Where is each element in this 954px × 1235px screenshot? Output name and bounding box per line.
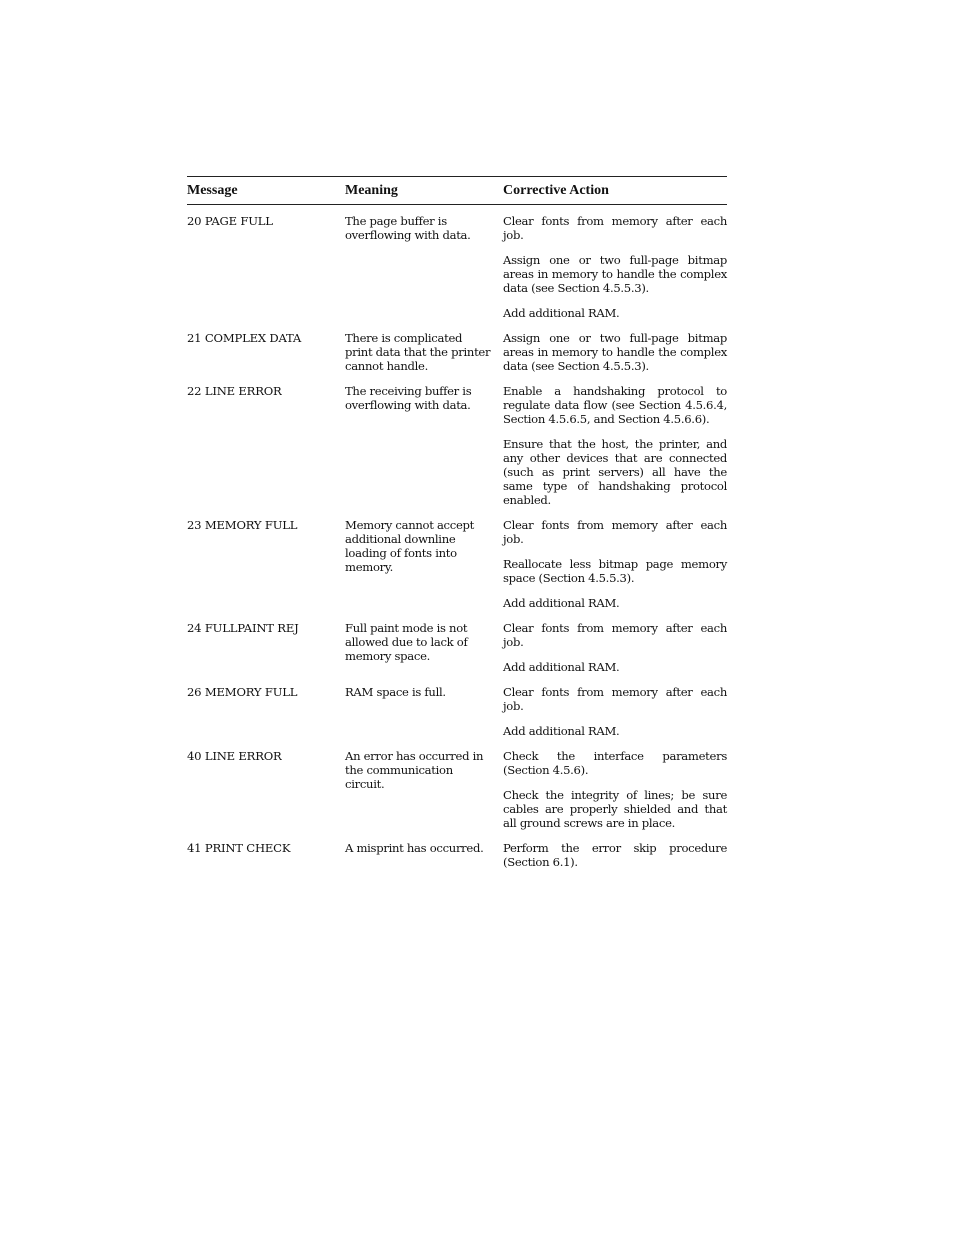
corrective-action: Clear fonts from memory after each job. [503, 685, 727, 713]
corrective-action: Clear fonts from memory after each job. [503, 214, 727, 242]
corrective-action: Assign one or two full-page bitmap areas in memory to handle the complex data (see Section 4.5.5.3). [503, 253, 727, 295]
table-row [187, 685, 727, 749]
table-row [187, 384, 727, 518]
corrective-actions [503, 384, 727, 518]
message-code: 26 MEMORY FULL [187, 685, 298, 699]
corrective-actions [503, 331, 727, 384]
corrective-action: Add additional RAM. [503, 596, 620, 610]
corrective-action: Clear fonts from memory after each job. [503, 621, 727, 649]
corrective-action: Assign one or two full-page bitmap areas in memory to handle the complex data (see Section 4.5.5.3). [503, 331, 727, 373]
table-row [187, 331, 727, 384]
corrective-action: Add additional RAM. [503, 724, 620, 738]
table-row [187, 749, 727, 841]
error-message-table [187, 176, 727, 880]
corrective-action: Reallocate less bitmap page memory space (Section 4.5.5.3). [503, 557, 727, 585]
table-row [187, 518, 727, 621]
message-code: 20 PAGE FULL [187, 214, 273, 228]
header-meaning: Meaning [345, 183, 398, 198]
corrective-actions [503, 518, 727, 621]
corrective-actions [503, 621, 727, 685]
corrective-actions [503, 685, 727, 749]
corrective-action: Check the interface parameters (Section 4.5.6). [503, 749, 727, 777]
message-meaning: Memory cannot accept additional downline loading of fonts into memory. [345, 518, 474, 574]
corrective-action: Perform the error skip procedure (Section 6.1). [503, 841, 727, 869]
table-row [187, 214, 727, 331]
message-code: 21 COMPLEX DATA [187, 331, 302, 345]
corrective-actions [503, 214, 727, 331]
corrective-action: Ensure that the host, the printer, and any other devices that are connected (such as print servers) all have the same type of handshaking protocol enabled. [503, 437, 727, 507]
corrective-action: Enable a handshaking protocol to regulate data flow (see Section 4.5.6.4, Section 4.5.6.5, and Section 4.5.6.6). [503, 384, 727, 426]
message-code: 40 LINE ERROR [187, 749, 282, 763]
message-code: 23 MEMORY FULL [187, 518, 298, 532]
message-meaning: The receiving buffer is overflowing with data. [345, 384, 472, 412]
corrective-action: Clear fonts from memory after each job. [503, 518, 727, 546]
message-meaning: A misprint has occurred. [345, 841, 484, 855]
message-code: 24 FULLPAINT REJ [187, 621, 299, 635]
message-meaning: There is complicated print data that the printer cannot handle. [345, 331, 491, 373]
header-message: Message [187, 183, 238, 198]
message-meaning: An error has occurred in the communication circuit. [345, 749, 484, 791]
header-corrective-action: Corrective Action [503, 183, 609, 198]
table-body [187, 205, 727, 880]
corrective-actions [503, 749, 727, 841]
message-meaning: The page buffer is overflowing with data. [345, 214, 471, 242]
table-row [187, 621, 727, 685]
message-code: 22 LINE ERROR [187, 384, 282, 398]
corrective-actions [503, 841, 727, 880]
corrective-action: Add additional RAM. [503, 660, 620, 674]
table-row [187, 841, 727, 880]
corrective-action: Add additional RAM. [503, 306, 620, 320]
corrective-action: Check the integrity of lines; be sure cables are properly shielded and that all ground screws are in place. [503, 788, 727, 830]
message-meaning: RAM space is full. [345, 685, 446, 699]
table-header [187, 177, 727, 204]
message-code: 41 PRINT CHECK [187, 841, 291, 855]
message-meaning: Full paint mode is not allowed due to lack of memory space. [345, 621, 468, 663]
